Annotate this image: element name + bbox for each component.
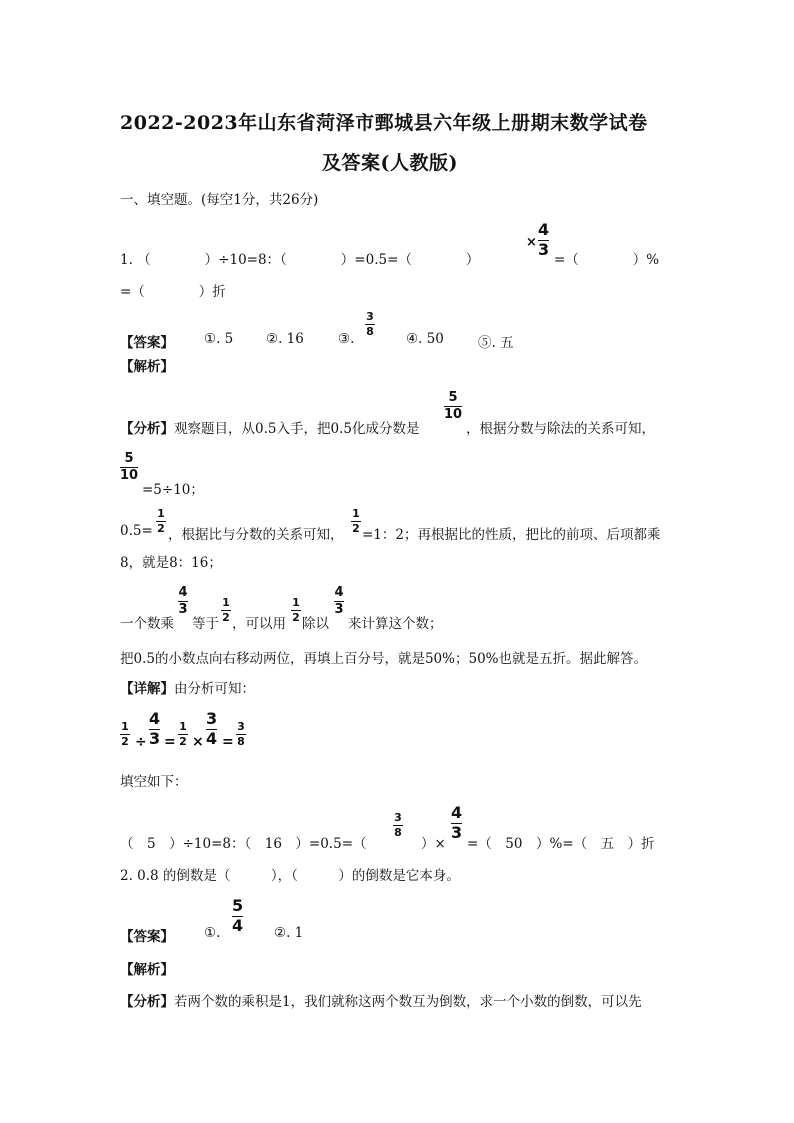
denominator: 8 — [366, 325, 374, 338]
eq-fraction-5 — [236, 721, 246, 747]
q1-line-b-text: =5÷10； — [142, 482, 204, 498]
numerator: 4 — [334, 585, 344, 600]
q1-answer-3-fraction — [365, 311, 375, 337]
numerator: 5 — [448, 390, 458, 405]
q1-line-c-c: =1：2；再根据比的性质，把比的前项、后项都乘 — [362, 527, 661, 543]
numerator: 4 — [178, 585, 188, 600]
denominator: 3 — [149, 729, 161, 748]
q1-fenxi-line1 — [120, 417, 419, 437]
detail-text: 由分析可知： — [174, 681, 255, 697]
detail-label: 【详解】 — [120, 681, 174, 697]
q1-line-e-fraction-3 — [291, 597, 301, 623]
q2-analysis-label: 【解析】 — [120, 962, 174, 978]
q1-fill-a: （ 5 ）÷10=8：（ 16 ）=0.5=（ — [120, 836, 367, 852]
q1-text-line2: =（ ）折 — [120, 284, 226, 300]
eq-fraction-1 — [120, 721, 130, 747]
q1-line-c-b: ，根据比与分数的关系可知， — [168, 527, 344, 543]
eq-fraction-2 — [149, 711, 160, 747]
q1-line-e-fraction-2 — [221, 597, 231, 623]
denominator: 2 — [179, 735, 187, 748]
page-title-line1: 2022-2023年山东省菏泽市鄄城县六年级上册期末数学试卷 — [120, 112, 648, 134]
denominator: 2 — [222, 611, 230, 624]
denominator: 2 — [352, 522, 360, 535]
section-heading: 一、填空题。(每空1分，共26分) — [120, 192, 319, 208]
denominator: 10 — [120, 468, 139, 483]
numerator: 3 — [366, 310, 374, 323]
q1-line-f: 把0.5的小数点向右移动两位，再填上百分号，就是50%；50%也就是五折。据此解答。 — [120, 651, 647, 667]
q1-answer-2: ②. 16 — [266, 331, 304, 347]
fenxi-text: 若两个数的乘积是1，我们就称这两个数互为倒数，求一个小数的倒数，可以先 — [174, 994, 642, 1010]
denominator: 8 — [237, 735, 245, 748]
denominator: 2 — [292, 611, 300, 624]
numerator: 1 — [292, 596, 300, 609]
denominator: 3 — [451, 823, 463, 842]
fenxi-label: 【分析】 — [120, 994, 174, 1010]
q1-detail-line — [120, 677, 255, 697]
q1-line-e-fraction-1 — [178, 586, 188, 616]
numerator: 1 — [121, 720, 129, 733]
denominator: 4 — [206, 729, 218, 748]
numerator: 3 — [206, 709, 218, 728]
denominator: 8 — [394, 826, 402, 839]
q2-answer-1-fraction — [232, 898, 243, 934]
q1-line-b-fraction — [120, 452, 138, 482]
q1-fill-c: =（ 50 ）%=（ 五 ）折 — [467, 836, 655, 852]
denominator: 3 — [178, 602, 188, 617]
q1-line-e-c: ，可以用 — [232, 616, 286, 632]
q1-text-part1: 1. （ ）÷10=8：（ ）=0.5=（ ） — [120, 252, 480, 268]
eq-equals-1: = — [164, 734, 176, 750]
eq-equals-2: = — [222, 734, 234, 750]
q1-answer-3: ③. — [338, 331, 355, 347]
q1-line-c-a: 0.5= — [120, 523, 153, 539]
q1-line-e-e: 来计算这个数； — [348, 616, 443, 632]
eq-divide: ÷ — [135, 734, 147, 750]
q1-line-e-d: 除以 — [302, 616, 329, 632]
numerator: 3 — [394, 811, 402, 824]
numerator: 3 — [237, 720, 245, 733]
q1-line-d: 8，就是8：16； — [120, 555, 222, 571]
denominator: 4 — [232, 916, 244, 935]
numerator: 4 — [451, 803, 463, 822]
eq-fraction-4 — [206, 711, 217, 747]
q1-fraction — [538, 222, 549, 258]
fenxi-label: 【分析】 — [120, 421, 174, 437]
denominator: 3 — [538, 240, 550, 259]
q1-line-e-fraction-4 — [334, 586, 344, 616]
q1-times: × — [526, 235, 537, 250]
q2-text: 2. 0.8 的倒数是（ ），（ ）的倒数是它本身。 — [120, 868, 460, 884]
q1-answer-1: ①. 5 — [204, 331, 234, 347]
q1-line-e-b: 等于 — [192, 616, 219, 632]
denominator: 2 — [157, 522, 165, 535]
q1-line-e-a: 一个数乘 — [120, 616, 174, 632]
eq-fraction-3 — [178, 721, 188, 747]
q1-line-c-fraction-1 — [156, 508, 166, 534]
q1-answer-5: ⑤. 五 — [478, 335, 514, 351]
numerator: 1 — [222, 596, 230, 609]
numerator: 5 — [232, 896, 244, 915]
q1-fill-fraction-2 — [451, 805, 462, 841]
page-title-line2: 及答案(人教版) — [322, 152, 458, 174]
q1-fill-b: ）× — [421, 836, 446, 852]
fenxi-text-a: 观察题目，从0.5入手，把0.5化成分数是 — [174, 421, 420, 437]
numerator: 4 — [538, 220, 550, 239]
q2-answer-2: ②. 1 — [274, 925, 304, 941]
q1-fill-label: 填空如下： — [120, 774, 188, 790]
q2-fenxi-line — [120, 990, 642, 1010]
q1-answer-4: ④. 50 — [406, 331, 444, 347]
q1-fenxi-text-b: ，根据分数与除法的关系可知， — [466, 421, 655, 437]
q1-fill-fraction-1 — [393, 812, 403, 838]
numerator: 1 — [157, 507, 165, 520]
q2-answer-label: 【答案】 — [120, 929, 174, 945]
numerator: 1 — [179, 720, 187, 733]
numerator: 4 — [149, 709, 161, 728]
q1-line-c-fraction-2 — [351, 508, 361, 534]
eq-times: × — [192, 734, 204, 750]
denominator: 2 — [121, 735, 129, 748]
q1-text-part2: =（ ）% — [554, 252, 660, 268]
q1-fenxi-fraction — [444, 391, 462, 421]
q1-answer-label: 【答案】 — [120, 335, 174, 351]
denominator: 3 — [334, 602, 344, 617]
q1-analysis-label: 【解析】 — [120, 359, 174, 375]
denominator: 10 — [444, 407, 463, 422]
q2-answer-1: ①. — [204, 925, 221, 941]
numerator: 1 — [352, 507, 360, 520]
numerator: 5 — [124, 451, 134, 466]
